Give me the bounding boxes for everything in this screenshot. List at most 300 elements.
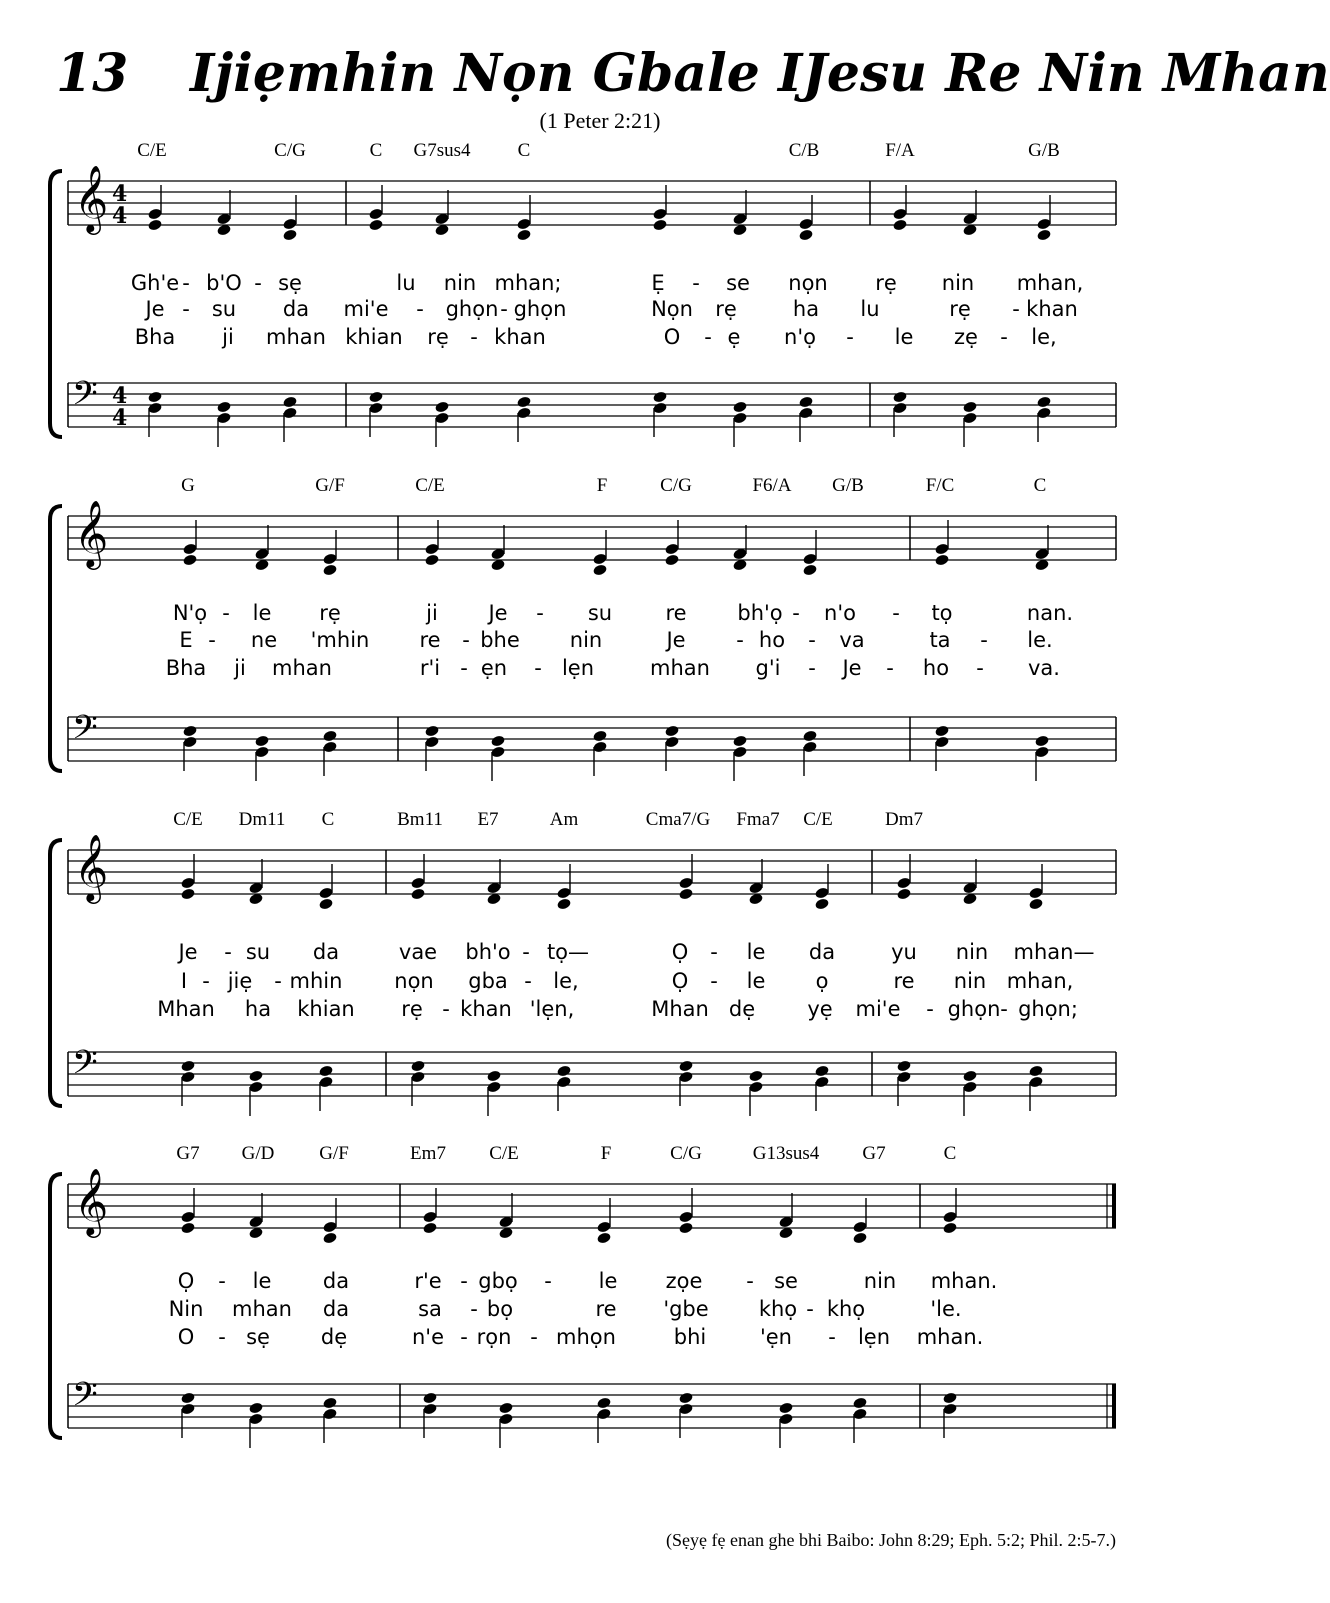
lyric-hyphen: -	[1000, 325, 1008, 349]
lyric-syllable: Mhan	[157, 997, 215, 1021]
lyric-syllable: le	[746, 940, 766, 964]
lyric-syllable: re	[419, 628, 441, 652]
notehead	[664, 724, 679, 737]
lyric-syllable: mhin	[289, 969, 343, 993]
lyric-syllable: yẹ	[807, 997, 833, 1021]
hymn-number: 13	[56, 43, 129, 104]
lyric-syllable: 'lẹn,	[529, 997, 575, 1021]
lyric-syllable: rẹ	[319, 601, 341, 625]
notehead	[368, 390, 383, 403]
lyric-syllable: mhọn	[556, 1325, 616, 1349]
lyric-syllable: le.	[1027, 628, 1053, 652]
lyric-syllable: nin	[443, 271, 477, 295]
lyric-syllable: Bha	[165, 656, 207, 680]
lyric-syllable: le	[252, 601, 272, 625]
chord-symbol: G13sus4	[752, 1143, 820, 1164]
notehead	[678, 887, 693, 900]
notehead	[852, 1396, 867, 1409]
lyric-syllable: Je	[145, 297, 165, 321]
bass-clef-icon: 𝄢	[72, 1044, 98, 1090]
lyric-syllable: rẹ	[427, 325, 449, 349]
notehead	[732, 734, 747, 747]
lyric-syllable: mhan.	[930, 1269, 998, 1293]
lyric-line-verse-2	[0, 628, 1200, 654]
lyric-syllable: khan	[494, 325, 546, 349]
lyric-syllable: ho	[922, 656, 950, 680]
time-signature-bottom: 4	[112, 405, 128, 431]
notehead	[934, 724, 949, 737]
lyric-hyphen: -	[416, 297, 424, 321]
lyric-hyphen: -	[500, 297, 508, 321]
notehead	[422, 1391, 437, 1404]
chord-symbol: C/G	[660, 475, 692, 496]
lyric-syllable: ta	[929, 628, 951, 652]
lyric-syllable: sẹ	[278, 271, 302, 295]
notehead	[180, 1391, 195, 1404]
chord-symbol: C/E	[415, 475, 445, 496]
notehead	[556, 1064, 571, 1077]
notehead	[596, 1396, 611, 1409]
lyric-line-verse-2	[0, 1297, 1200, 1323]
lyric-syllable: ghọn	[513, 297, 567, 321]
notehead	[434, 400, 449, 413]
notehead	[1028, 897, 1043, 910]
chord-symbol: C/E	[489, 1143, 519, 1164]
notehead	[652, 390, 667, 403]
lyric-syllable: se	[774, 1269, 798, 1293]
chord-symbol: G	[181, 475, 195, 496]
lyric-syllable: rẹ	[949, 297, 971, 321]
lyric-hyphen: -	[460, 656, 468, 680]
lyric-hyphen: -	[522, 940, 530, 964]
lyric-syllable: r'e	[414, 1269, 442, 1293]
lyric-hyphen: -	[460, 1325, 468, 1349]
lyric-syllable: mi'e	[855, 997, 901, 1021]
notehead	[180, 887, 195, 900]
lyric-syllable: rẹ	[875, 271, 897, 295]
lyric-line-verse-3	[0, 325, 1200, 351]
lyric-syllable: su	[587, 601, 613, 625]
notehead	[248, 1401, 263, 1414]
lyric-hyphen: -	[470, 325, 478, 349]
chord-symbol: C/E	[173, 809, 203, 830]
lyric-hyphen: -	[442, 997, 450, 1021]
lyric-syllable: dẹ	[320, 1325, 348, 1349]
chord-symbol: G/B	[1028, 140, 1060, 161]
lyric-syllable: va.	[1028, 656, 1060, 680]
notehead	[424, 724, 439, 737]
notehead	[664, 553, 679, 566]
lyric-syllable: Ẹ	[651, 271, 665, 295]
lyric-syllable: ọ	[815, 969, 829, 993]
chord-symbol: C	[943, 1143, 957, 1164]
notehead	[896, 887, 911, 900]
lyric-syllable: O	[663, 325, 681, 349]
notehead	[802, 563, 817, 576]
lyric-syllable: nin	[955, 940, 989, 964]
lyric-line-verse-3	[0, 1325, 1200, 1351]
notehead	[942, 1221, 957, 1234]
lyric-syllable: mhan	[272, 656, 332, 680]
chord-symbol: G/B	[832, 475, 864, 496]
notehead	[486, 1069, 501, 1082]
notehead	[596, 1231, 611, 1244]
lyric-syllable: le,	[553, 969, 579, 993]
lyric-syllable: re	[665, 601, 687, 625]
notehead	[592, 563, 607, 576]
lyric-syllable: mhan.	[916, 1325, 984, 1349]
lyric-syllable: rẹ	[715, 297, 737, 321]
lyric-hyphen: -	[544, 1269, 552, 1293]
notehead	[322, 563, 337, 576]
notehead	[798, 228, 813, 241]
lyric-syllable: da	[322, 1269, 350, 1293]
chord-symbol: E7	[477, 809, 499, 830]
lyric-hyphen: -	[1012, 297, 1020, 321]
lyric-syllable: nin	[953, 969, 987, 993]
lyric-syllable: lu	[860, 297, 880, 321]
lyric-syllable: mi'e	[343, 297, 389, 321]
chord-symbol: F6/A	[752, 475, 792, 496]
notehead	[282, 228, 297, 241]
notehead	[678, 1059, 693, 1072]
lyric-syllable: sa	[418, 1297, 442, 1321]
chord-symbol: Fma7	[736, 809, 780, 830]
chord-symbol: C	[1033, 475, 1047, 496]
notehead	[516, 395, 531, 408]
chord-symbol: Dm7	[885, 809, 923, 830]
chord-symbol: C	[321, 809, 335, 830]
lyric-hyphen: -	[710, 940, 718, 964]
lyric-hyphen: -	[524, 969, 532, 993]
lyric-syllable: g'i	[755, 656, 781, 680]
chord-symbol: G/D	[241, 1143, 275, 1164]
treble-clef-icon: 𝄞	[74, 499, 109, 567]
lyric-syllable: su	[211, 297, 237, 321]
lyric-syllable: sẹ	[246, 1325, 270, 1349]
lyric-syllable: gbọ	[478, 1269, 518, 1293]
chord-symbol: Dm11	[238, 809, 286, 830]
lyric-syllable: b'O	[206, 271, 242, 295]
lyric-hyphen: -	[892, 601, 900, 625]
lyric-syllable: tọ	[931, 601, 953, 625]
notehead	[180, 1221, 195, 1234]
lyric-syllable: mhan	[232, 1297, 292, 1321]
lyric-syllable: mhan	[650, 656, 710, 680]
bass-clef-icon: 𝄢	[72, 1376, 98, 1422]
notehead	[814, 897, 829, 910]
notehead	[216, 400, 231, 413]
bass-clef-icon: 𝄢	[72, 375, 98, 421]
lyric-syllable: khan	[460, 997, 512, 1021]
notehead	[814, 1064, 829, 1077]
lyric-syllable: khan	[1026, 297, 1078, 321]
lyric-syllable: rọn	[476, 1325, 512, 1349]
bass-clef-icon: 𝄢	[72, 709, 98, 755]
lyric-hyphen: -	[980, 628, 988, 652]
chord-symbol: C	[517, 140, 531, 161]
lyric-syllable: nọn	[394, 969, 434, 993]
chord-symbol: C	[369, 140, 383, 161]
notehead	[892, 390, 907, 403]
lyric-syllable: lẹn	[857, 1325, 891, 1349]
lyric-syllable: nọn	[788, 271, 828, 295]
lyric-syllable: da	[282, 297, 310, 321]
lyric-syllable: Ọ	[177, 1269, 195, 1293]
lyric-syllable: Mhan	[651, 997, 709, 1021]
lyric-syllable: zẹ	[954, 325, 978, 349]
notehead	[498, 1401, 513, 1414]
chord-symbol: C/B	[788, 140, 820, 161]
notehead	[147, 218, 162, 231]
lyric-syllable: yu	[891, 940, 917, 964]
lyric-hyphen: -	[208, 628, 216, 652]
lyric-syllable: bọ	[486, 1297, 514, 1321]
lyric-syllable: bhe	[480, 628, 520, 652]
lyric-line-verse-1	[0, 271, 1200, 297]
lyric-syllable: bh'o	[465, 940, 511, 964]
notehead	[592, 729, 607, 742]
lyric-hyphen: -	[224, 940, 232, 964]
lyric-syllable: nan.	[1026, 601, 1074, 625]
lyric-syllable: dẹ	[728, 997, 756, 1021]
notehead	[147, 390, 162, 403]
lyric-hyphen: -	[976, 656, 984, 680]
chord-symbol: G/F	[315, 475, 345, 496]
lyric-line-verse-3	[0, 656, 1200, 682]
notehead	[182, 724, 197, 737]
chord-symbol: F/C	[925, 475, 955, 496]
lyric-syllable: khian	[345, 325, 403, 349]
lyric-syllable: r'i	[419, 656, 441, 680]
lyric-syllable: se	[726, 271, 750, 295]
lyric-syllable: mhan,	[1016, 271, 1084, 295]
chord-symbol: Am	[549, 809, 579, 830]
lyric-syllable: ẹn	[480, 656, 508, 680]
lyric-line-verse-3	[0, 997, 1200, 1023]
chord-symbol: Em7	[410, 1143, 446, 1164]
lyric-hyphen: -	[692, 271, 700, 295]
notehead	[962, 400, 977, 413]
lyric-syllable: nin	[863, 1269, 897, 1293]
lyric-hyphen: -	[254, 271, 262, 295]
lyric-line-verse-1	[0, 601, 1200, 627]
lyric-syllable: n'ọ	[784, 325, 816, 349]
lyric-syllable: E	[179, 628, 193, 652]
notehead	[934, 553, 949, 566]
lyric-syllable: re	[595, 1297, 617, 1321]
notehead	[318, 1064, 333, 1077]
lyric-syllable: 'le.	[930, 1297, 962, 1321]
lyric-hyphen: -	[1000, 997, 1008, 1021]
lyric-syllable: khian	[297, 997, 355, 1021]
lyric-hyphen: -	[274, 969, 282, 993]
chord-symbol: G7	[862, 1143, 886, 1164]
notehead	[254, 734, 269, 747]
lyric-syllable: 'mhin	[310, 628, 370, 652]
notehead	[802, 729, 817, 742]
notehead	[424, 553, 439, 566]
lyric-hyphen: -	[736, 628, 744, 652]
lyric-line-verse-2	[0, 969, 1200, 995]
lyric-hyphen: -	[460, 1269, 468, 1293]
lyric-syllable: Bha	[134, 325, 176, 349]
lyric-syllable: bhi	[673, 1325, 707, 1349]
lyric-syllable: jiẹ	[227, 969, 253, 993]
lyric-syllable: lẹn	[561, 656, 595, 680]
lyric-hyphen: -	[886, 656, 894, 680]
chord-symbol: Bm11	[397, 809, 443, 830]
hymn-title: Ijiẹmhin Nọn Gbale IJesu Re Nin Mhan	[190, 43, 1330, 104]
lyric-syllable: ghọn;	[1018, 997, 1078, 1021]
chord-symbol: G7sus4	[413, 140, 471, 161]
notehead	[248, 1069, 263, 1082]
time-signature-top: 4	[112, 181, 128, 207]
lyric-syllable: ghọn	[445, 297, 499, 321]
notehead	[1036, 228, 1051, 241]
lyric-syllable: da	[322, 1297, 350, 1321]
notehead	[778, 1401, 793, 1414]
lyric-syllable: le	[894, 325, 914, 349]
lyric-hyphen: -	[202, 969, 210, 993]
notehead	[652, 218, 667, 231]
notehead	[678, 1391, 693, 1404]
notehead	[852, 1231, 867, 1244]
lyric-syllable: ji	[222, 325, 234, 349]
time-signature-bottom: 4	[112, 203, 128, 229]
notehead	[892, 218, 907, 231]
notehead	[410, 887, 425, 900]
lyric-syllable: le,	[1031, 325, 1057, 349]
lyric-syllable: ji	[234, 656, 246, 680]
lyric-syllable: mhan—	[1013, 940, 1095, 964]
lyric-syllable: lu	[396, 271, 416, 295]
notehead	[1034, 734, 1049, 747]
lyric-syllable: n'o	[824, 601, 856, 625]
notehead	[322, 729, 337, 742]
lyric-syllable: le	[746, 969, 766, 993]
lyric-syllable: da	[808, 940, 836, 964]
lyric-line-verse-1	[0, 1269, 1200, 1295]
lyric-syllable: rẹ	[401, 997, 423, 1021]
chord-symbol: C/G	[274, 140, 306, 161]
lyric-hyphen: -	[182, 271, 190, 295]
lyric-syllable: le	[598, 1269, 618, 1293]
lyric-syllable: gba	[468, 969, 508, 993]
notehead	[1036, 395, 1051, 408]
lyric-syllable: n'e	[411, 1325, 445, 1349]
chord-symbol: C/E	[137, 140, 167, 161]
lyric-hyphen: -	[470, 1297, 478, 1321]
lyric-syllable: ho	[758, 628, 786, 652]
notehead	[368, 218, 383, 231]
lyric-hyphen: -	[536, 601, 544, 625]
lyric-hyphen: -	[828, 1325, 836, 1349]
lyric-syllable: ne	[250, 628, 278, 652]
chord-symbol: F	[600, 1143, 612, 1164]
lyric-syllable: Je	[842, 656, 862, 680]
notehead	[318, 897, 333, 910]
lyric-hyphen: -	[222, 601, 230, 625]
lyric-syllable: O	[177, 1325, 195, 1349]
lyric-syllable: 'ẹn	[759, 1325, 793, 1349]
lyric-syllable: le	[252, 1269, 272, 1293]
lyric-syllable: Gh'e	[130, 271, 180, 295]
lyric-syllable: Ọ	[671, 940, 689, 964]
notehead	[282, 395, 297, 408]
lyric-syllable: mhan,	[1006, 969, 1074, 993]
lyric-syllable: mhan;	[494, 271, 562, 295]
lyric-syllable: N'ọ	[172, 601, 208, 625]
lyric-syllable: zọe	[665, 1269, 703, 1293]
lyric-syllable: Je	[666, 628, 686, 652]
notehead	[732, 400, 747, 413]
chord-symbol: F	[596, 475, 608, 496]
lyric-hyphen: -	[808, 628, 816, 652]
notehead	[322, 1396, 337, 1409]
lyric-syllable: khọ	[826, 1297, 866, 1321]
lyric-hyphen: -	[926, 997, 934, 1021]
notehead	[322, 1231, 337, 1244]
scripture-reference: (1 Peter 2:21)	[539, 108, 661, 133]
lyric-syllable: ji	[426, 601, 438, 625]
lyric-syllable: tọ—	[546, 940, 590, 964]
lyric-syllable: Nọn	[651, 297, 693, 321]
notehead	[678, 1221, 693, 1234]
notehead	[556, 897, 571, 910]
lyric-hyphen: -	[182, 297, 190, 321]
notehead	[748, 1069, 763, 1082]
lyric-syllable: ghọn	[947, 997, 1001, 1021]
footer-scripture-note: (Sẹyẹ fẹ enan ghe bhi Baibo: John 8:29; Eph. 5:2; Phil. 2:5-7.)	[666, 1530, 1116, 1550]
notehead	[798, 395, 813, 408]
notehead	[490, 734, 505, 747]
lyric-syllable: ha	[792, 297, 820, 321]
lyric-hyphen: -	[846, 325, 854, 349]
chord-symbol: F/A	[885, 140, 915, 161]
lyric-syllable: nin	[569, 628, 603, 652]
lyric-hyphen: -	[218, 1269, 226, 1293]
lyric-syllable: va	[839, 628, 865, 652]
notehead	[516, 228, 531, 241]
lyric-hyphen: -	[792, 601, 800, 625]
lyric-syllable: mhan	[266, 325, 326, 349]
lyric-syllable: khọ	[758, 1297, 798, 1321]
lyric-hyphen: -	[808, 656, 816, 680]
lyric-hyphen: -	[534, 656, 542, 680]
chord-symbol: G7	[176, 1143, 200, 1164]
lyric-syllable: vae	[398, 940, 438, 964]
lyric-syllable: ẹ	[727, 325, 741, 349]
lyric-syllable: da	[312, 940, 340, 964]
lyric-syllable: 'gbe	[663, 1297, 709, 1321]
treble-clef-icon: 𝄞	[74, 164, 109, 232]
notehead	[180, 1059, 195, 1072]
notehead	[422, 1221, 437, 1234]
lyric-line-verse-2	[0, 297, 1200, 323]
lyric-hyphen: -	[218, 1325, 226, 1349]
lyric-syllable: re	[893, 969, 915, 993]
lyric-syllable: nin	[941, 271, 975, 295]
lyric-hyphen: -	[710, 969, 718, 993]
lyric-syllable: su	[245, 940, 271, 964]
lyric-hyphen: -	[746, 1269, 754, 1293]
chord-symbol: G/F	[319, 1143, 349, 1164]
lyric-syllable: bh'ọ	[737, 601, 783, 625]
lyric-hyphen: -	[530, 1325, 538, 1349]
notehead	[942, 1391, 957, 1404]
chord-symbol: C/G	[670, 1143, 702, 1164]
